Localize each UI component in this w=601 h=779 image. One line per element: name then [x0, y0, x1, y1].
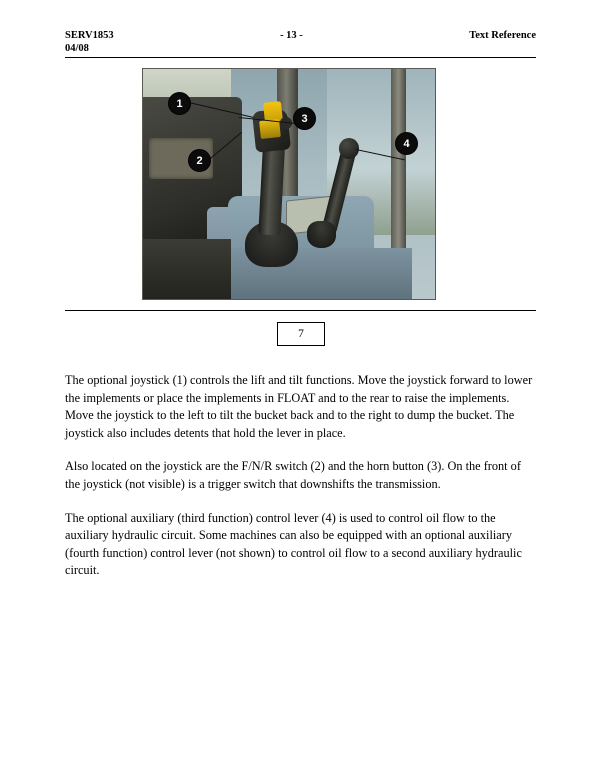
doc-date-text: 04/08: [65, 42, 89, 54]
header-document-id: [65, 30, 114, 55]
figure-number-box: [277, 322, 325, 346]
figure-image: [142, 68, 436, 300]
paragraph-3: The optional auxiliary (third function) control lever (4) is used to control oil flow to the auxiliary hydraulic circuit. Some machines can also be equipped with an optional auxiliary (fourth function) control lever (not shown) to control oil flow to a second auxiliary hydraulic circuit.: [65, 510, 522, 578]
figure-number-text: 7: [298, 328, 304, 340]
header-divider: [65, 57, 536, 58]
callout-4: 4: [395, 132, 418, 155]
callout-1: 1: [168, 92, 191, 115]
paragraph-1: The optional joystick (1) controls the lift and tilt functions. Move the joystick forward to lower the implements or place the implements in FLOAT and to the rear to raise the implements. Move the joystick to the left to tilt the bucket back and to the right to dump the bucket. The joystick also includes detents that hold the lever in place.: [65, 373, 533, 440]
page-header: [65, 30, 536, 55]
page-number: - 13 -: [280, 30, 303, 41]
doc-id-text: SERV1853: [65, 30, 114, 41]
header-section-label: Text Reference: [469, 30, 536, 41]
auxiliary-lever-boot: [307, 221, 336, 249]
body-text: [65, 372, 536, 596]
callout-3: 3: [293, 107, 316, 130]
cab-floor: [143, 239, 231, 299]
callout-2: 2: [188, 149, 211, 172]
figure-divider: [65, 310, 536, 311]
paragraph-2: Also located on the joystick are the F/N/R switch (2) and the horn button (3). On the front of the joystick (not visible) is a trigger switch that downshifts the transmission.: [65, 459, 521, 491]
